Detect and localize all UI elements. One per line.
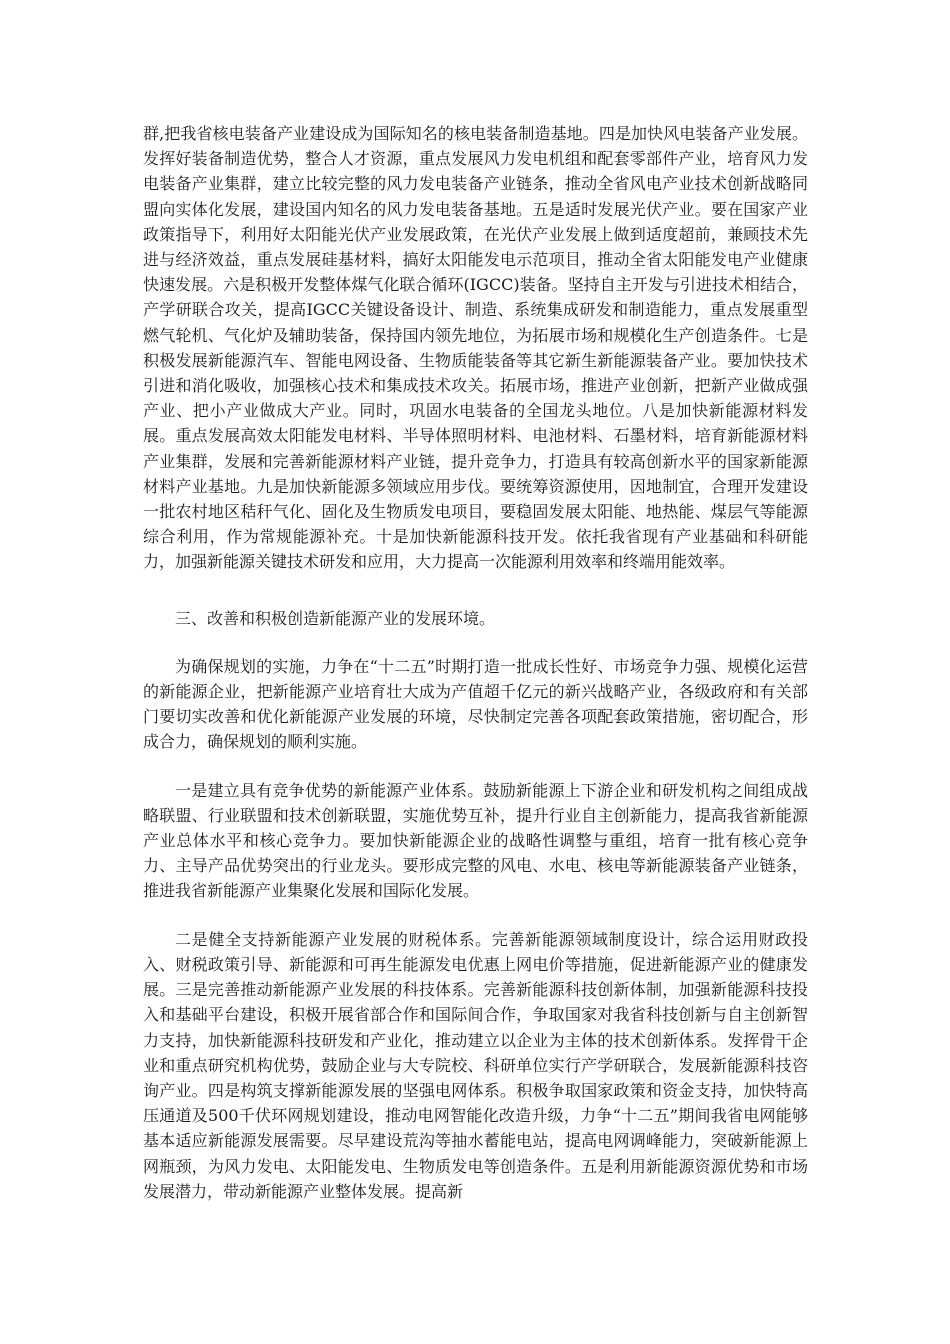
paragraph-intro: 为确保规划的实施，力争在“十二五”时期打造一批成长性好、市场竞争力强、规模化运营的新能源企业，把新能源产业培育壮大成为产值超千亿元的新兴战略产业，各级政府和有关部门要切实改善和优化新能源产业发展的环境，尽快制定完善各项配套政策措施，密切配合，形成合力，确保规划的顺利实施。 (143, 656, 808, 752)
section-heading: 三、改善和积极创造新能源产业的发展环境。 (175, 608, 496, 628)
paragraph-industry-system: 一是建立具有竞争优势的新能源产业体系。鼓励新能源上下游企业和研发机构之间组成战略联盟、行业联盟和技术创新联盟，实施优势互补，提升行业自主创新能力，提高我省新能源产业总体水平和核心竞争力。要加快新能源企业的战略性调整与重组，培育一批有核心竞争力、主导产品优势突出的行业龙头。要形成完整的风电、水电、核电等新能源装备产业链条，推进我省新能源产业集聚化发展和国际化发展。 (143, 780, 808, 901)
paragraph-fiscal-system: 二是健全支持新能源产业发展的财税体系。完善新能源领域制度设计，综合运用财政投入、财税政策引导、新能源和可再生能源发电优惠上网电价等措施，促进新能源产业的健康发展。三是完善推动新能源产业发展的科技体系。完善新能源科技创新体制，加强新能源科技投入和基础平台建设，积极开展省部合作和国际间合作，争取国家对我省科技创新与自主创新智力支持，加快新能源科技研发和产业化，推动建立以企业为主体的技术创新体系。发挥骨干企业和重点研究机构优势，鼓励企业与大专院校、科研单位实行产学研联合，发展新能源科技咨询产业。四是构筑支撑新能源发展的坚强电网体系。积极争取国家政策和资金支持，加快特高压通道及500千伏环网规划建设，推动电网智能化改造升级，力争“十二五”期间我省电网能够基本适应新能源发展需要。尽早建设荒沟等抽水蓄能电站，提高电网调峰能力，突破新能源上网瓶颈，为风力发电、太阳能发电、生物质发电等创造条件。五是利用新能源资源优势和市场发展潜力，带动新能源产业整体发展。提高新 (143, 929, 808, 1201)
document-page (143, 121, 808, 1204)
paragraph-continued: 群,把我省核电装备产业建设成为国际知名的核电装备制造基地。四是加快风电装备产业发展。发挥好装备制造优势，整合人才资源，重点发展风力发电机组和配套零部件产业，培育风力发电装备产业集群，建立比较完整的风力发电装备产业链条，推动全省风电产业技术创新战略同盟向实体化发展，建设国内知名的风力发电装备基地。五是适时发展光伏产业。要在国家产业政策指导下，利用好太阳能光伏产业发展政策，在光伏产业发展上做到适度超前，兼顾技术先进与经济效益，重点发展硅基材料，搞好太阳能发电示范项目，推动全省太阳能发电产业健康快速发展。六是积极开发整体煤气化联合循环(IGCC)装备。坚持自主开发与引进技术相结合，产学研联合攻关，提高IGCC关键设备设计、制造、系统集成研发和制造能力，重点发展重型燃气轮机、气化炉及辅助装备，保持国内领先地位，为拓展市场和规模化生产创造条件。七是积极发展新能源汽车、智能电网设备、生物质能装备等其它新生新能源装备产业。要加快技术引进和消化吸收，加强核心技术和集成技术攻关。拓展市场，推进产业创新，把新产业做成强产业、把小产业做成大产业。同时，巩固水电装备的全国龙头地位。八是加快新能源材料发展。重点发展高效太阳能发电材料、半导体照明材料、电池材料、石墨材料，培育新能源材料产业集群，发展和完善新能源材料产业链，提升竞争力，打造具有较高创新水平的国家新能源材料产业基地。九是加快新能源多领域应用步伐。要统筹资源使用，因地制宜，合理开发建设一批农村地区秸秆气化、固化及生物质发电项目，要稳固发展太阳能、地热能、煤层气等能源综合利用，作为常规能源补充。十是加快新能源科技开发。依托我省现有产业基础和科研能力，加强新能源关键技术研发和应用，大力提高一次能源利用效率和终端用能效率。 (143, 124, 808, 572)
